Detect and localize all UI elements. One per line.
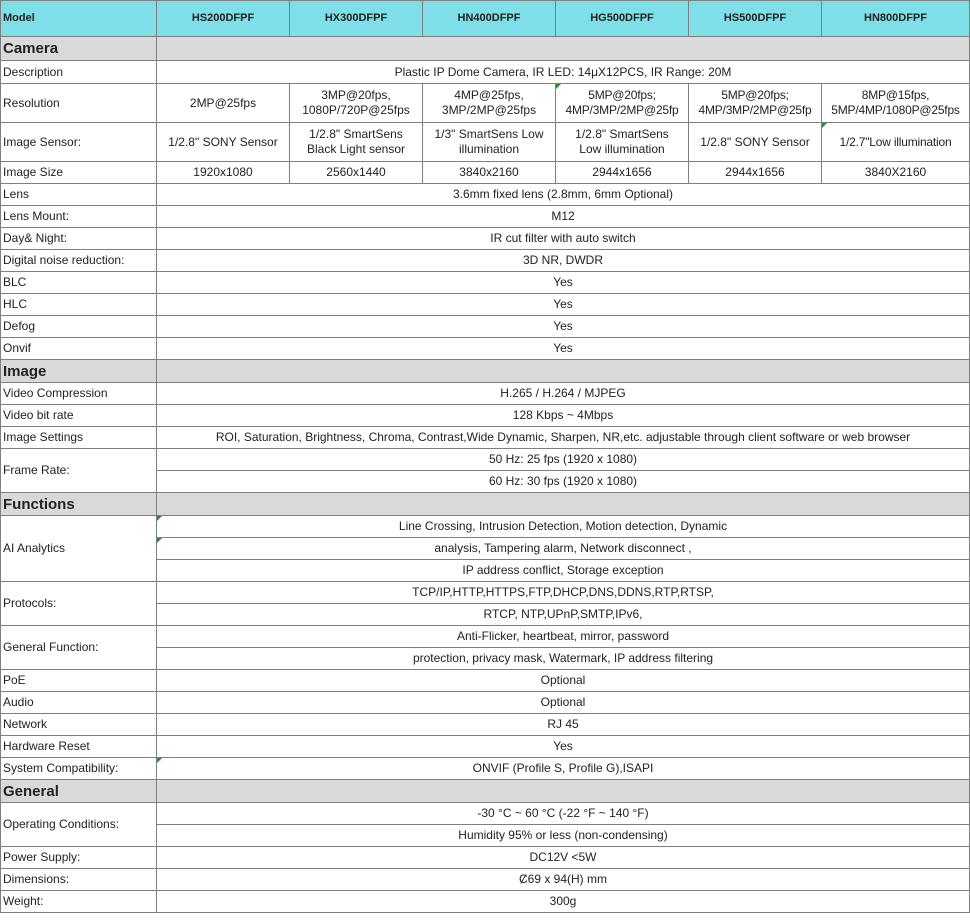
row-value: RJ 45 — [157, 714, 970, 736]
model-header-3: HG500DFPF — [556, 1, 689, 37]
cell-line: 5MP@20fps; — [721, 88, 789, 102]
row-label: Network — [1, 714, 157, 736]
size-cell: 1920x1080 — [157, 162, 290, 184]
row-value: DC12V <5W — [157, 847, 970, 869]
table-row — [1, 228, 970, 250]
cell-line: 4MP/3MP/2MP@25fp — [698, 103, 812, 117]
cell-line: Black Light sensor — [306, 142, 406, 156]
row-label: Lens Mount: — [1, 206, 157, 228]
row-value: Optional — [157, 692, 970, 714]
section-fill — [157, 780, 970, 803]
row-label: Power Supply: — [1, 847, 157, 869]
resolution-cell — [423, 84, 556, 123]
cell-line: 4MP/3MP/2MP@25fp — [565, 103, 679, 117]
row-label: Dimensions: — [1, 869, 157, 891]
row-value: Yes — [157, 316, 970, 338]
size-cell: 2560x1440 — [290, 162, 423, 184]
section-title-image: Image — [1, 360, 157, 383]
section-title-camera: Camera — [1, 37, 157, 61]
row-label: PoE — [1, 670, 157, 692]
cell-line: 8MP@15fps, — [861, 88, 930, 102]
table-row — [1, 294, 970, 316]
cell-line: 1/2.8" SONY Sensor — [700, 134, 810, 149]
row-label: Image Size — [1, 162, 157, 184]
cell-line: 1080P/720P@25fps — [302, 103, 410, 117]
row-label: Lens — [1, 184, 157, 206]
model-header-4: HS500DFPF — [689, 1, 822, 37]
row-label: Resolution — [1, 84, 157, 123]
row-value: 60 Hz: 30 fps (1920 x 1080) — [157, 471, 970, 493]
section-title-functions: Functions — [1, 493, 157, 516]
cell-line: 1/3" SmartSens Low — [434, 127, 544, 141]
table-row — [1, 184, 970, 206]
row-value: ROI, Saturation, Brightness, Chroma, Contrast,Wide Dynamic, Sharpen, NR,etc. adjustable through client software or web browser — [157, 427, 970, 449]
resolution-cell — [689, 84, 822, 123]
row-value: TCP/IP,HTTP,HTTPS,FTP,DHCP,DNS,DDNS,RTP,RTSP, — [157, 582, 970, 604]
resolution-cell — [157, 84, 290, 123]
row-value: 128 Kbps ~ 4Mbps — [157, 405, 970, 427]
table-row — [1, 692, 970, 714]
row-value: M12 — [157, 206, 970, 228]
model-header-5: HN800DFPF — [822, 1, 970, 37]
cell-line: 3MP@20fps, — [321, 88, 391, 102]
row-value: Yes — [157, 272, 970, 294]
row-label: Frame Rate: — [1, 449, 157, 493]
row-value: Line Crossing, Intrusion Detection, Motion detection, Dynamic — [157, 516, 970, 538]
cell-line: 5MP/4MP/1080P@25fps — [831, 103, 960, 117]
row-label: Image Settings — [1, 427, 157, 449]
row-value: Yes — [157, 294, 970, 316]
row-label: Audio — [1, 692, 157, 714]
row-value: H.265 / H.264 / MJPEG — [157, 383, 970, 405]
row-label: Weight: — [1, 891, 157, 913]
cell-line: 1/2.8" SmartSens — [309, 127, 403, 141]
row-value: RTCP, NTP,UPnP,SMTP,IPv6, — [157, 604, 970, 626]
cell-line: 1/2.8" SmartSens — [575, 127, 669, 141]
table-row — [1, 383, 970, 405]
row-value: Optional — [157, 670, 970, 692]
row-label: Protocols: — [1, 582, 157, 626]
row-value: Yes — [157, 736, 970, 758]
section-row-functions — [1, 493, 970, 516]
row-value: IP address conflict, Storage exception — [157, 560, 970, 582]
row-label: Image Sensor: — [1, 123, 157, 162]
section-row-image — [1, 360, 970, 383]
row-label: Hardware Reset — [1, 736, 157, 758]
row-label: Digital noise reduction: — [1, 250, 157, 272]
resolution-cell — [822, 84, 970, 123]
table-row — [1, 891, 970, 913]
section-title-general: General — [1, 780, 157, 803]
row-value: -30 °C ~ 60 °C (-22 °F ~ 140 °F) — [157, 803, 970, 825]
cell-line: 5MP@20fps; — [588, 88, 656, 102]
row-value: Humidity 95% or less (non-condensing) — [157, 825, 970, 847]
size-cell: 3840X2160 — [822, 162, 970, 184]
section-fill — [157, 37, 970, 61]
row-label: AI Analytics — [1, 516, 157, 582]
table-row — [1, 803, 970, 825]
table-row-image-sensor — [1, 123, 970, 162]
row-label: BLC — [1, 272, 157, 294]
row-value: 300g — [157, 891, 970, 913]
row-label: Operating Conditions: — [1, 803, 157, 847]
table-row — [1, 670, 970, 692]
row-value: analysis, Tampering alarm, Network disconnect , — [157, 538, 970, 560]
table-row — [1, 847, 970, 869]
sensor-cell — [822, 123, 970, 162]
model-header-2: HN400DFPF — [423, 1, 556, 37]
table-row — [1, 449, 970, 471]
row-value: Ȼ69 x 94(H) mm — [157, 869, 970, 891]
table-row — [1, 338, 970, 360]
cell-line: 3MP/2MP@25fps — [441, 103, 537, 117]
cell-line: 1/2.8" SONY Sensor — [168, 134, 278, 149]
size-cell: 3840x2160 — [423, 162, 556, 184]
model-header-0: HS200DFPF — [157, 1, 290, 37]
model-header-1: HX300DFPF — [290, 1, 423, 37]
row-value: ONVIF (Profile S, Profile G),ISAPI — [157, 758, 970, 780]
table-row — [1, 736, 970, 758]
table-row — [1, 516, 970, 538]
sensor-cell — [556, 123, 689, 162]
cell-line: Low illumination — [579, 142, 665, 156]
row-label: Onvif — [1, 338, 157, 360]
row-value: 3.6mm fixed lens (2.8mm, 6mm Optional) — [157, 184, 970, 206]
header-row — [1, 1, 970, 37]
section-fill — [157, 360, 970, 383]
row-value: IR cut filter with auto switch — [157, 228, 970, 250]
section-row-camera — [1, 37, 970, 61]
row-label: Description — [1, 61, 157, 84]
row-value: 50 Hz: 25 fps (1920 x 1080) — [157, 449, 970, 471]
row-label: Video Compression — [1, 383, 157, 405]
row-label: Defog — [1, 316, 157, 338]
sensor-cell — [689, 123, 822, 162]
row-label: HLC — [1, 294, 157, 316]
row-label: Day& Night: — [1, 228, 157, 250]
row-value: 3D NR, DWDR — [157, 250, 970, 272]
table-row — [1, 758, 970, 780]
table-row — [1, 61, 970, 84]
row-label: Video bit rate — [1, 405, 157, 427]
row-value: Yes — [157, 338, 970, 360]
table-row — [1, 869, 970, 891]
table-row-resolution — [1, 84, 970, 123]
row-value: protection, privacy mask, Watermark, IP address filtering — [157, 648, 970, 670]
cell-line: 2MP@25fps — [189, 95, 257, 110]
sensor-cell — [290, 123, 423, 162]
section-row-general — [1, 780, 970, 803]
table-row — [1, 316, 970, 338]
row-label: System Compatibility: — [1, 758, 157, 780]
cell-line: 4MP@25fps, — [454, 88, 524, 102]
table-row — [1, 250, 970, 272]
size-cell: 2944x1656 — [689, 162, 822, 184]
sensor-cell — [423, 123, 556, 162]
resolution-cell — [556, 84, 689, 123]
section-fill — [157, 493, 970, 516]
row-label: General Function: — [1, 626, 157, 670]
model-header-label: Model — [1, 1, 157, 37]
table-row-image-size — [1, 162, 970, 184]
table-row — [1, 405, 970, 427]
table-row — [1, 206, 970, 228]
row-value: Plastic IP Dome Camera, IR LED: 14μX12PCS, IR Range: 20M — [157, 61, 970, 84]
table-row — [1, 427, 970, 449]
table-row — [1, 272, 970, 294]
resolution-cell — [290, 84, 423, 123]
row-value: Anti-Flicker, heartbeat, mirror, password — [157, 626, 970, 648]
cell-line: 1/2.7"Low illumination — [839, 134, 952, 149]
table-row — [1, 582, 970, 604]
size-cell: 2944x1656 — [556, 162, 689, 184]
sensor-cell — [157, 123, 290, 162]
table-row — [1, 714, 970, 736]
table-row — [1, 626, 970, 648]
cell-line: illumination — [458, 142, 520, 156]
